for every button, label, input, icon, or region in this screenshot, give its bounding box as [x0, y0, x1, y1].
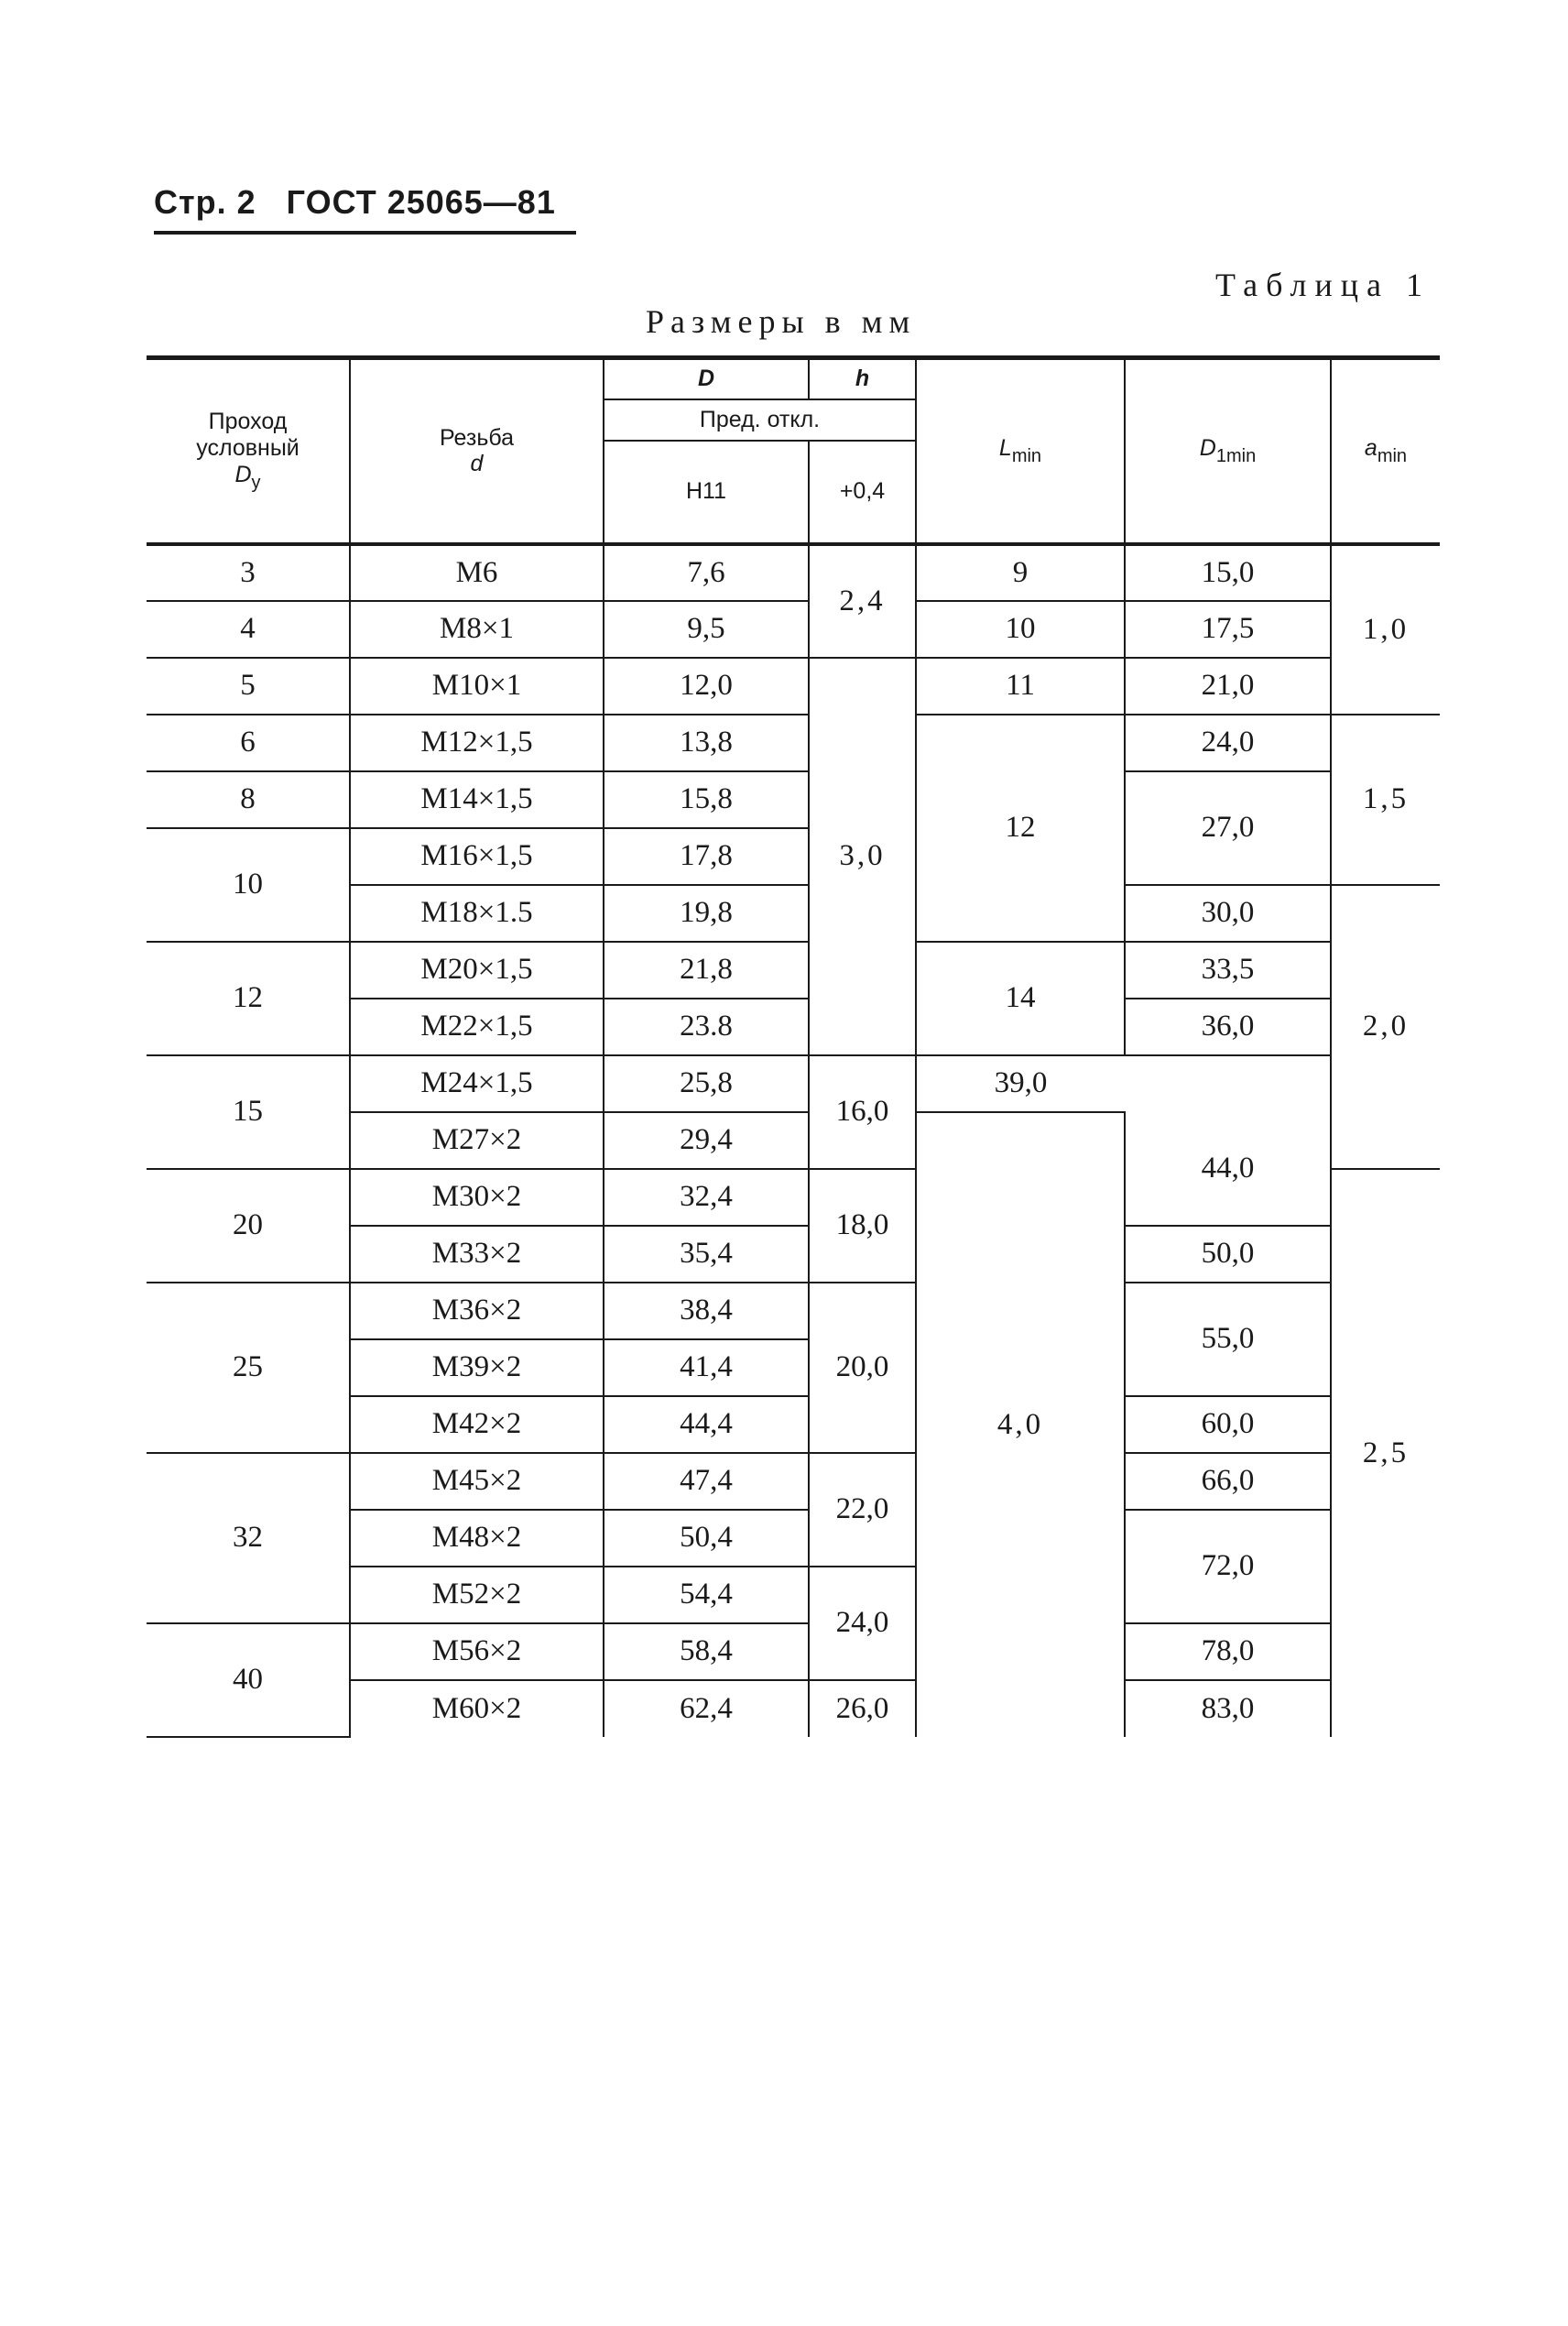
d1min-cell: 83,0 — [1125, 1680, 1331, 1737]
dy-cell: 5 — [147, 658, 350, 715]
table-row — [147, 1623, 1440, 1680]
thread-cell: M52×2 — [350, 1567, 604, 1623]
d-cell: 21,8 — [604, 942, 809, 999]
thread-cell: M56×2 — [350, 1623, 604, 1680]
amin-cell: 1,0 — [1331, 544, 1440, 715]
d1min-cell: 78,0 — [1125, 1623, 1331, 1680]
d1min-cell: 30,0 — [1125, 885, 1331, 942]
thread-cell: M12×1,5 — [350, 715, 604, 771]
d1min-cell: 21,0 — [1125, 658, 1331, 715]
col-amin-header: $a_{min}$ — [1331, 358, 1440, 544]
thread-cell: M20×1,5 — [350, 942, 604, 999]
thread-cell: M16×1,5 — [350, 828, 604, 885]
dy-cell: 20 — [147, 1169, 350, 1283]
d-cell: 41,4 — [604, 1339, 809, 1396]
thread-cell: M14×1,5 — [350, 771, 604, 828]
d1min-cell: 15,0 — [1125, 544, 1331, 601]
dy-cell: 3 — [147, 544, 350, 601]
table-row — [147, 601, 1440, 658]
lmin-cell: 24,0 — [809, 1567, 916, 1680]
table-row — [147, 1453, 1440, 1510]
table-label: Таблица 1 — [1215, 267, 1431, 303]
thread-cell: M36×2 — [350, 1283, 604, 1339]
thread-cell: M22×1,5 — [350, 999, 604, 1055]
col-passage-header: Проход условный $D_у$ — [147, 358, 350, 544]
d-cell: 25,8 — [604, 1055, 809, 1112]
d1min-cell: 24,0 — [1125, 715, 1331, 771]
lmin-cell: 12 — [916, 715, 1125, 942]
dimensions-table-wrap — [147, 355, 1440, 1738]
col-d1min-header: $D_{1min}$ — [1125, 358, 1331, 544]
lmin-cell: 10 — [916, 601, 1125, 658]
d-cell: 35,4 — [604, 1226, 809, 1283]
table-row — [147, 771, 1440, 828]
table-row — [147, 658, 1440, 715]
thread-cell: M6 — [350, 544, 604, 601]
d1min-cell: 17,5 — [1125, 601, 1331, 658]
amin-cell: 1,5 — [1331, 715, 1440, 885]
lmin-cell: 22,0 — [809, 1453, 916, 1567]
thread-cell: M39×2 — [350, 1339, 604, 1396]
thread-cell: M30×2 — [350, 1169, 604, 1226]
standard-code: ГОСТ 25065—81 — [286, 183, 556, 221]
d1min-cell: 33,5 — [1125, 942, 1331, 999]
d1min-cell: 36,0 — [1125, 999, 1331, 1055]
lmin-cell: 14 — [916, 942, 1125, 1055]
units-caption: Размеры в мм — [646, 303, 917, 340]
h-cell: 2,4 — [809, 544, 916, 658]
d-cell: 7,6 — [604, 544, 809, 601]
thread-cell: M48×2 — [350, 1510, 604, 1567]
amin-cell: 2,0 — [1331, 885, 1440, 1169]
table-row — [147, 1055, 1440, 1112]
d-cell: 9,5 — [604, 601, 809, 658]
d1min-cell: 55,0 — [1125, 1283, 1331, 1396]
table-row — [147, 942, 1440, 999]
dy-cell: 4 — [147, 601, 350, 658]
col-d-header: D — [604, 358, 809, 399]
d-cell: 23.8 — [604, 999, 809, 1055]
lmin-cell: 11 — [916, 658, 1125, 715]
d-cell: 12,0 — [604, 658, 809, 715]
thread-cell: M42×2 — [350, 1396, 604, 1453]
col-h-header: h — [809, 358, 916, 399]
page-header — [154, 183, 576, 235]
h-cell: 3,0 — [809, 658, 916, 1055]
lmin-cell: 26,0 — [809, 1680, 916, 1737]
col-thread-header: Резьба d — [350, 358, 604, 544]
thread-cell: M10×1 — [350, 658, 604, 715]
thread-cell: M18×1.5 — [350, 885, 604, 942]
thread-cell: M33×2 — [350, 1226, 604, 1283]
page-label: Стр. 2 — [154, 183, 256, 221]
col-lmin-header: $L_{min}$ — [916, 358, 1125, 544]
d-cell: 17,8 — [604, 828, 809, 885]
d-cell: 38,4 — [604, 1283, 809, 1339]
h11-header: H11 — [604, 441, 809, 544]
table-row — [147, 544, 1440, 601]
d-cell: 58,4 — [604, 1623, 809, 1680]
thread-cell: M8×1 — [350, 601, 604, 658]
thread-cell: M45×2 — [350, 1453, 604, 1510]
dy-cell: 10 — [147, 828, 350, 942]
lmin-cell: 20,0 — [809, 1283, 916, 1453]
dy-cell: 32 — [147, 1453, 350, 1623]
thread-cell: M27×2 — [350, 1112, 604, 1169]
d-cell: 44,4 — [604, 1396, 809, 1453]
d-cell: 47,4 — [604, 1453, 809, 1510]
d1min-cell: 66,0 — [1125, 1453, 1331, 1510]
tol-h-header: +0,4 — [809, 441, 916, 544]
d-cell: 54,4 — [604, 1567, 809, 1623]
dimensions-table — [147, 355, 1440, 1738]
d1min-cell: 60,0 — [1125, 1396, 1331, 1453]
thread-cell: M60×2 — [350, 1680, 604, 1737]
dy-cell: 25 — [147, 1283, 350, 1453]
d-cell: 50,4 — [604, 1510, 809, 1567]
thread-cell: M24×1,5 — [350, 1055, 604, 1112]
deviation-header: Пред. откл. — [604, 399, 916, 441]
h-cell: 4,0 — [916, 1112, 1125, 1737]
dy-cell: 6 — [147, 715, 350, 771]
d-cell: 15,8 — [604, 771, 809, 828]
d-cell: 32,4 — [604, 1169, 809, 1226]
d1min-cell: 72,0 — [1125, 1510, 1331, 1623]
amin-cell: 2,5 — [1331, 1169, 1440, 1737]
dy-cell: 40 — [147, 1623, 350, 1737]
table-row — [147, 715, 1440, 771]
d1min-cell: 50,0 — [1125, 1226, 1331, 1283]
d1min-cell: 39,0 — [916, 1055, 1125, 1112]
lmin-cell: 16,0 — [809, 1055, 916, 1169]
d-cell: 62,4 — [604, 1680, 809, 1737]
d-cell: 19,8 — [604, 885, 809, 942]
lmin-cell: 9 — [916, 544, 1125, 601]
d-cell: 13,8 — [604, 715, 809, 771]
dy-cell: 15 — [147, 1055, 350, 1169]
d1min-cell: 27,0 — [1125, 771, 1331, 885]
table-row — [147, 1283, 1440, 1339]
d1min-cell: 44,0 — [1125, 1112, 1331, 1226]
dy-cell: 8 — [147, 771, 350, 828]
dy-cell: 12 — [147, 942, 350, 1055]
lmin-cell: 18,0 — [809, 1169, 916, 1283]
d-cell: 29,4 — [604, 1112, 809, 1169]
